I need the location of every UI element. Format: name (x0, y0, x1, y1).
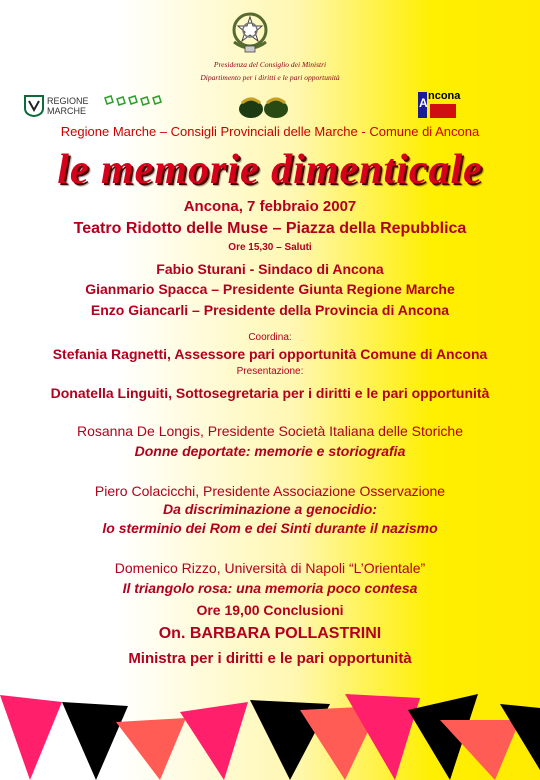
government-line-2: Dipartimento per i diritti e le pari opportunità (200, 73, 340, 82)
talk-3-speaker: Domenico Rizzo, Università di Napoli “L’Orientale” (114, 560, 426, 576)
province-logos-icon (103, 94, 163, 108)
place-date: Ancona, 7 febbraio 2007 (183, 198, 357, 215)
regione-marche-logo (24, 94, 94, 118)
talk-2-title-line2: lo sterminio dei Rom e dei Sinti durante il nazismo (102, 520, 438, 536)
presenter: Donatella Linguiti, Sottosegretaria per i diritti e le pari opportunità (50, 385, 490, 401)
government-line-1: Presidenza del Consiglio dei Ministri (213, 60, 327, 69)
talk-2-speaker: Piero Colacicchi, Presidente Associazione Osservazione (94, 483, 446, 499)
greeter-2: Gianmario Spacca – Presidente Giunta Regione Marche (85, 281, 455, 297)
closing-time: Ore 19,00 Conclusioni (196, 602, 344, 618)
italian-republic-emblem-icon (226, 8, 274, 56)
sponsors-line: Regione Marche – Consigli Provinciali delle Marche - Comune di Ancona (60, 124, 480, 139)
consiglio-regionale-logo-icon (236, 93, 292, 121)
coordina-label: Coordina: (248, 332, 292, 343)
talk-1-title: Donne deportate: memorie e storiografia (134, 443, 406, 459)
greeter-1: Fabio Sturani - Sindaco di Ancona (156, 261, 384, 277)
ancona-logo-text: ncona (428, 90, 461, 102)
presentazione-label: Presentazione: (236, 366, 304, 377)
pink-triangle-2 (180, 702, 248, 780)
venue: Teatro Ridotto delle Muse – Piazza della Repubblica (73, 220, 467, 237)
regione-logo-line2: MARCHE (47, 106, 87, 116)
salmon-triangle-1 (116, 718, 186, 780)
greetings-time: Ore 15,30 – Saluti (228, 242, 312, 253)
triangle-border-decoration (0, 690, 540, 780)
ancona-logo-a: A (419, 96, 428, 110)
talk-3-title: Il triangolo rosa: una memoria poco contesa (122, 580, 418, 596)
regione-marche-shield-icon (24, 95, 44, 117)
closing-role: Ministra per i diritti e le pari opportunità (128, 650, 412, 667)
comune-ancona-logo (418, 88, 461, 122)
black-triangle-1 (62, 702, 128, 780)
event-title: le memorie dimenticale (57, 147, 483, 193)
greeter-3: Enzo Giancarli – Presidente della Provincia di Ancona (90, 302, 450, 318)
closing-name: On. BARBARA POLLASTRINI (158, 625, 382, 642)
talk-1-speaker: Rosanna De Longis, Presidente Società Italiana delle Storiche (76, 423, 464, 439)
regione-logo-line1: REGIONE (47, 96, 89, 106)
coordinator: Stefania Ragnetti, Assessore pari opportunità Comune di Ancona (52, 346, 488, 362)
talk-2-title-line1: Da discriminazione a genocidio: (163, 501, 377, 517)
pink-triangle-1 (0, 695, 62, 780)
